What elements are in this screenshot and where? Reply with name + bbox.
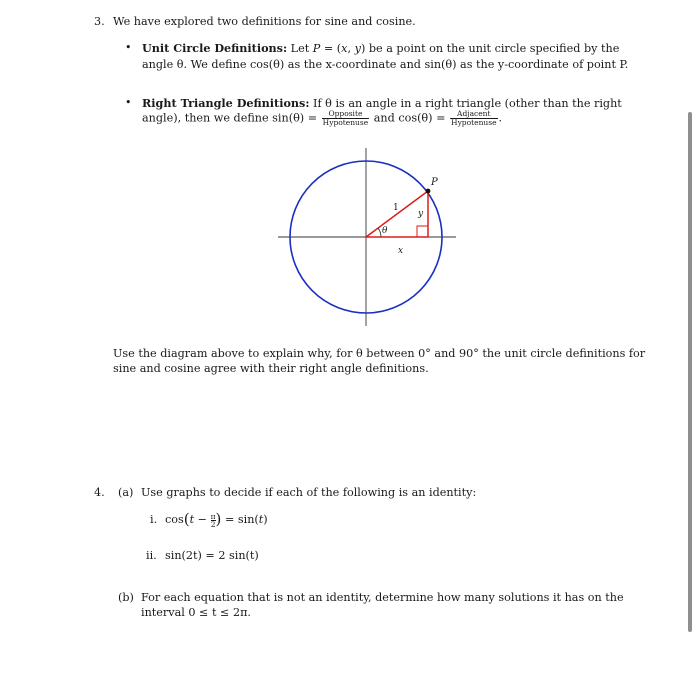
unit-circle-diagram: [270, 140, 470, 330]
bullet-1-title: Unit Circle Definitions:: [142, 41, 288, 55]
q4-number: 4.: [94, 486, 105, 499]
label-p: P: [431, 177, 438, 188]
q3-intro: We have explored two definitions for sine and cosine.: [113, 15, 416, 28]
theta-arc: [378, 228, 381, 237]
bullet-2-dot: •: [125, 96, 132, 109]
label-theta: θ: [382, 226, 388, 236]
q4-part-b-line-2: interval 0 ≤ t ≤ 2π.: [141, 606, 251, 619]
q4-part-b-line-1: For each equation that is not an identity, determine how many solutions it has on the: [141, 591, 624, 604]
bullet-2-line-1: Right Triangle Definitions: If θ is an angle in a right triangle (other than the right: [142, 96, 622, 110]
q3-number: 3.: [94, 15, 105, 28]
right-angle-marker: [417, 226, 428, 237]
item-ii-label: ii.: [146, 549, 157, 562]
label-hypotenuse: 1: [393, 203, 399, 213]
bullet-2-title: Right Triangle Definitions:: [142, 96, 310, 110]
opposite-over-hypotenuse-fraction: $\frac{\text{Opposite}}{\text{Hypotenuse}}$: [322, 109, 369, 127]
q4-part-a-label: (a): [118, 486, 134, 499]
item-i-label: i.: [150, 513, 158, 526]
q4-part-a-text: Use graphs to decide if each of the following is an identity:: [141, 486, 477, 499]
point-p-dot: [426, 189, 431, 194]
bullet-1-line-2: angle θ. We define cos(θ) as the x-coordinate and sin(θ) as the y-coordinate of point P.: [142, 58, 629, 71]
item-ii-equation: sin(2t) = 2 sin(t): [165, 549, 259, 562]
q4-part-b-label: (b): [118, 591, 134, 604]
label-y: y: [418, 209, 424, 219]
bullet-1-line-1: Unit Circle Definitions: Let P = (x, y) be a point on the unit circle specified by the: [142, 41, 620, 55]
adjacent-over-hypotenuse-fraction: $\frac{\text{Adjacent}}{\text{Hypotenuse}}$: [451, 109, 497, 127]
bullet-2-line-2: angle), then we define sin(θ) = $\frac{\text{Opposite}}{\text{Hypotenuse}}$ and cos(θ) = $\frac{\text{Adjacent}}{\text{Hypotenuse}}$ .: [142, 109, 503, 127]
vertical-scrollbar[interactable]: [688, 112, 692, 632]
q3-prompt-line-1: Use the diagram above to explain why, for θ between 0° and 90° the unit circle definitions for: [113, 347, 646, 360]
bullet-1-dot: •: [125, 41, 132, 54]
item-i-equation: cos(t − $\frac{\pi}{2}) = \sin(t)$: [165, 510, 268, 529]
label-x: x: [398, 246, 404, 256]
q3-prompt-line-2: sine and cosine agree with their right angle definitions.: [113, 362, 429, 375]
